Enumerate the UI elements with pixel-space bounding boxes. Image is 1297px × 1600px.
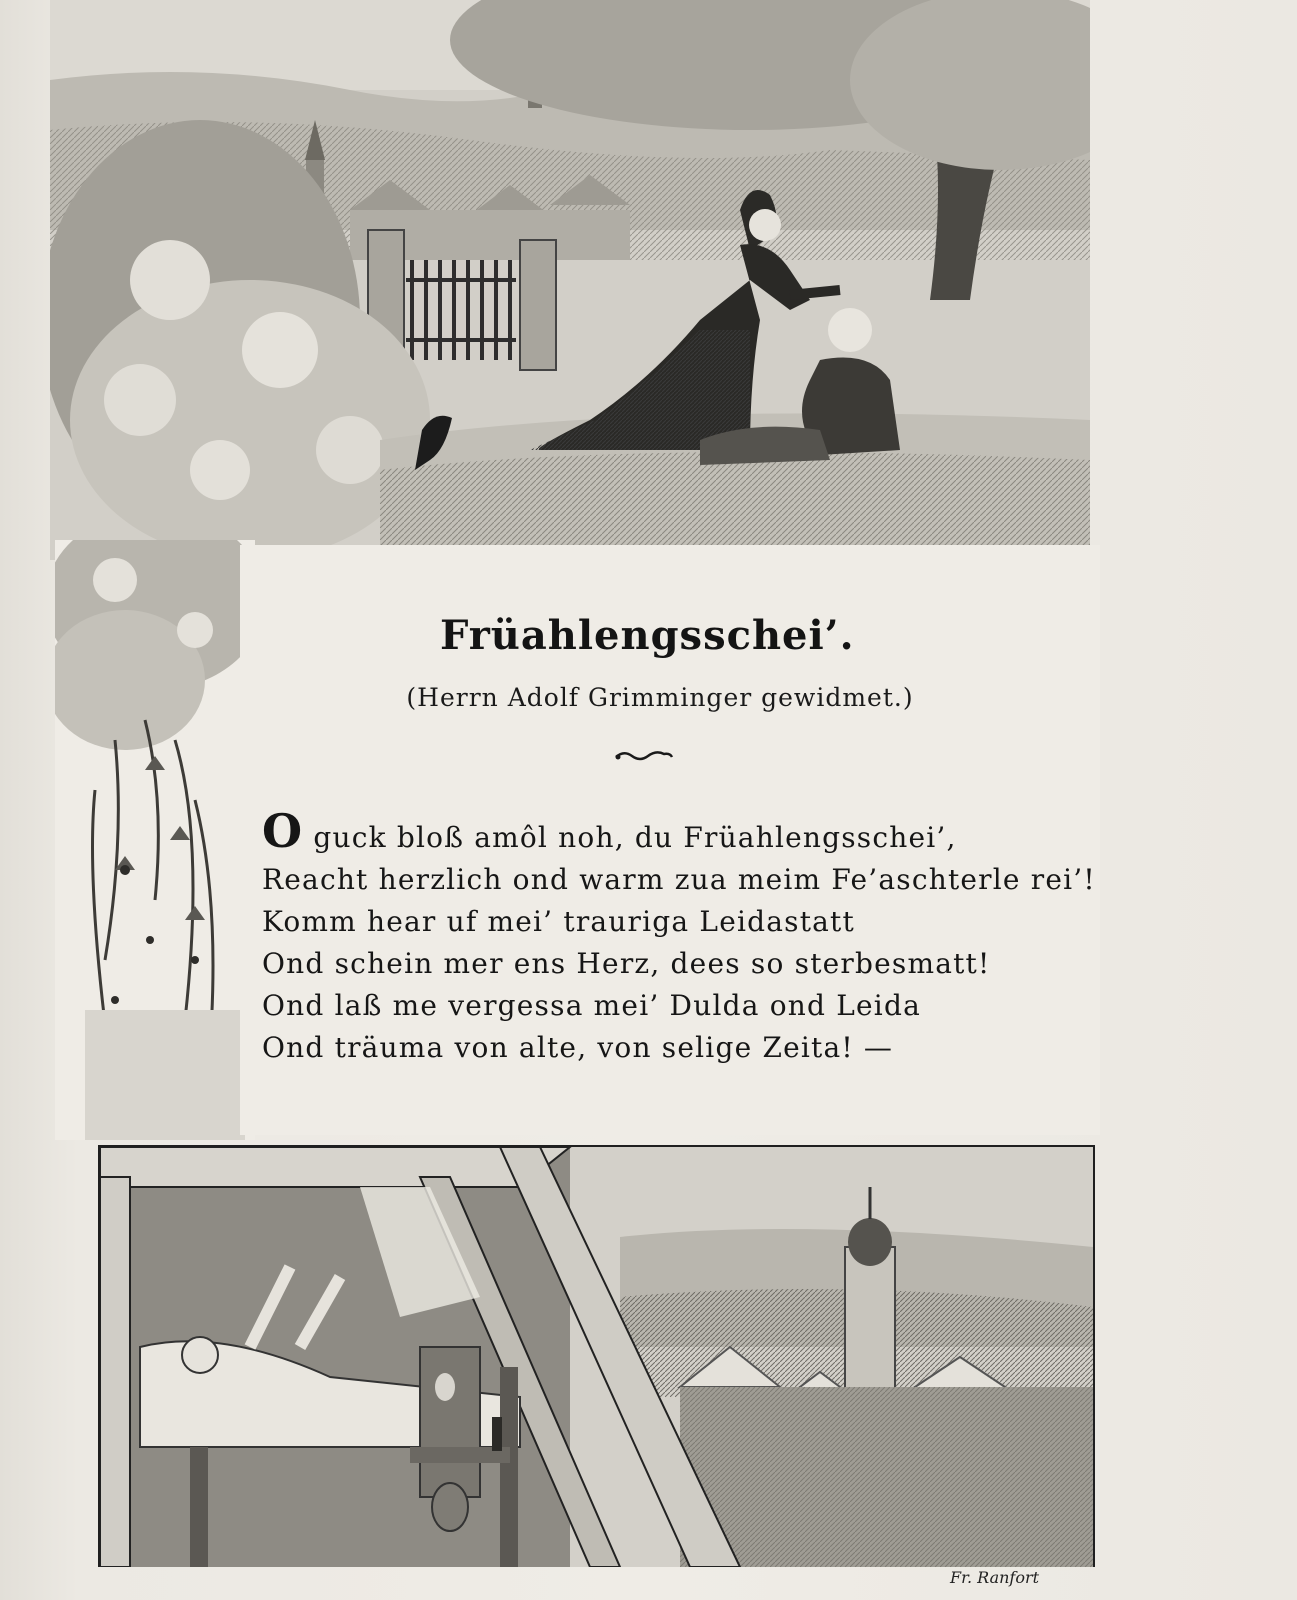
poem-dedication: (Herrn Adolf Grimminger gewidmet.) <box>406 683 914 712</box>
poem-line-1-text: guck bloß amôl noh, du Früahlengsschei’, <box>303 821 957 854</box>
ornament-divider-icon <box>614 748 674 764</box>
poem-line-3: Komm hear uf mei’ trauriga Leidastatt <box>262 905 855 938</box>
top-illustration <box>50 0 1090 560</box>
poem-line-6: Ond träuma von alte, von selige Zeita! — <box>262 1031 894 1064</box>
attic-scene-illustration <box>100 1147 1093 1567</box>
poem-body <box>262 804 1122 1069</box>
poem-line-1 <box>262 804 1122 859</box>
bottom-illustration <box>98 1145 1095 1567</box>
artist-signature: Fr. Ranfort <box>950 1568 1040 1587</box>
left-foliage-illustration <box>55 540 255 1140</box>
poem-title: Früahlengsschei’. <box>440 612 855 659</box>
poem-line-2: Reacht herzlich ond warm zua meim Fe’aschterle rei’! <box>262 863 1096 896</box>
drop-cap: O <box>262 804 304 858</box>
garden-scene-illustration <box>50 0 1090 560</box>
poem-line-5: Ond laß me vergessa mei’ Dulda ond Leida <box>262 989 921 1022</box>
poem-line-4: Ond schein mer ens Herz, dees so sterbesmatt! <box>262 947 991 980</box>
